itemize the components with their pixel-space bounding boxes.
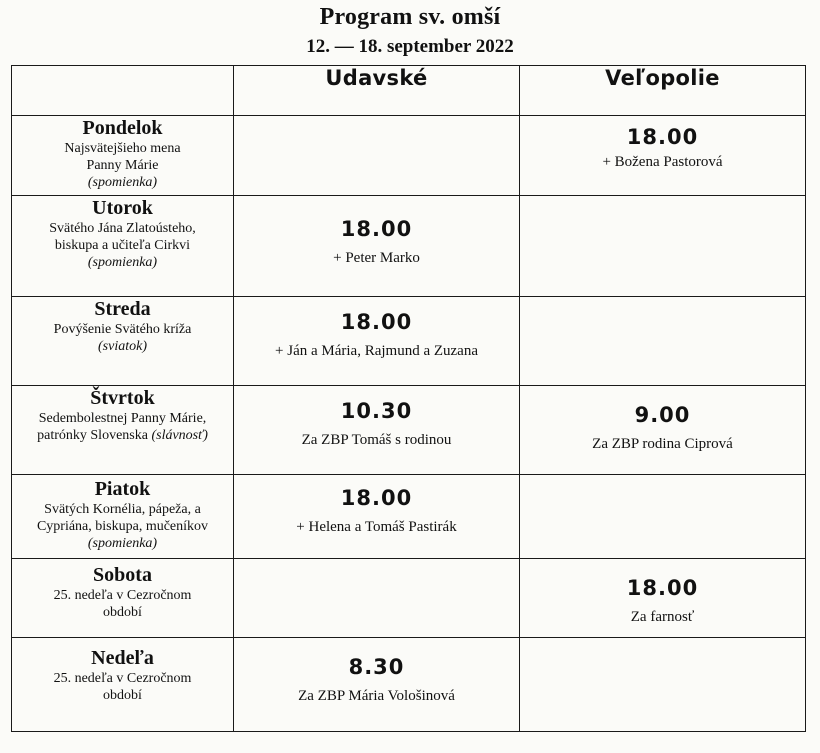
day-cell (12, 638, 234, 732)
feast-name: 25. nedeľa v Cezročnom období (53, 588, 192, 620)
day-cell (12, 196, 234, 297)
header-row (12, 66, 806, 116)
day-description (12, 501, 233, 552)
column-header-udavske: Udavské (234, 66, 520, 116)
feast-rank: (sviatok) (98, 339, 147, 354)
mass-intention: + Božena Pastorová (602, 154, 723, 170)
mass-cell-udavske (234, 116, 520, 196)
mass-cell-udavske (234, 475, 520, 559)
day-cell (12, 559, 234, 638)
mass-intention: + Peter Marko (333, 250, 420, 266)
mass-time: 9.00 (634, 403, 691, 427)
day-name: Sobota (93, 564, 152, 586)
mass-cell-udavske (234, 559, 520, 638)
table-row (12, 638, 806, 732)
mass-cell-udavske (234, 638, 520, 732)
day-name: Pondelok (82, 117, 163, 139)
mass-intention: Za ZBP Mária Vološinová (298, 688, 455, 704)
day-cell (12, 116, 234, 196)
mass-cell-velopolie (520, 196, 806, 297)
mass-time: 18.00 (626, 125, 699, 149)
mass-cell-udavske (234, 196, 520, 297)
mass-time: 18.00 (340, 310, 413, 334)
corner-cell (12, 66, 234, 116)
table-row (12, 386, 806, 475)
day-description (12, 321, 233, 355)
mass-time: 18.00 (340, 217, 413, 241)
day-name: Piatok (94, 478, 151, 500)
mass-cell-velopolie (520, 386, 806, 475)
mass-intention: Za farnosť (630, 609, 695, 625)
feast-name: Najsvätejšieho mena Panny Márie (64, 141, 181, 173)
mass-time: 8.30 (348, 655, 405, 679)
mass-intention: + Helena a Tomáš Pastirák (296, 519, 457, 535)
mass-time: 10.30 (340, 399, 413, 423)
day-description (12, 410, 233, 444)
page-title: Program sv. omší (319, 4, 501, 30)
mass-cell-udavske (234, 297, 520, 386)
mass-cell-velopolie (520, 475, 806, 559)
table-row (12, 297, 806, 386)
day-cell (12, 297, 234, 386)
table-row (12, 475, 806, 559)
feast-name: Svätého Jána Zlatoústeho, biskupa a učiteľa Cirkvi (49, 221, 196, 253)
table-row (12, 116, 806, 196)
table-row (12, 196, 806, 297)
day-name: Štvrtok (90, 387, 155, 409)
feast-rank: (spomienka) (87, 175, 158, 190)
column-header-velopolie: Veľopolie (520, 66, 806, 116)
mass-cell-velopolie (520, 559, 806, 638)
feast-name: Povýšenie Svätého kríža (53, 322, 192, 337)
day-name: Utorok (92, 197, 153, 219)
feast-rank: (spomienka) (87, 536, 158, 551)
mass-cell-udavske (234, 386, 520, 475)
mass-intention: Za ZBP Tomáš s rodinou (301, 432, 452, 448)
day-name: Nedeľa (91, 647, 154, 669)
day-cell (12, 386, 234, 475)
day-description (12, 587, 233, 621)
mass-time: 18.00 (626, 576, 699, 600)
mass-time: 18.00 (340, 486, 413, 510)
feast-rank: (spomienka) (87, 255, 158, 270)
mass-cell-velopolie (520, 297, 806, 386)
mass-intention: Za ZBP rodina Ciprová (592, 436, 733, 452)
table-row (12, 559, 806, 638)
mass-schedule-table (11, 65, 806, 732)
day-description (12, 670, 233, 704)
mass-intention: + Ján a Mária, Rajmund a Zuzana (275, 343, 478, 359)
feast-rank: (slávnosť) (151, 428, 208, 443)
feast-name: 25. nedeľa v Cezročnom období (53, 671, 192, 703)
day-name: Streda (94, 298, 151, 320)
day-description (12, 140, 233, 191)
date-range: 12. — 18. september 2022 (306, 36, 514, 57)
day-cell (12, 475, 234, 559)
feast-name: Sedembolestnej Panny Márie, patrónky Slovenska (37, 411, 207, 443)
day-description (12, 220, 233, 271)
feast-name: Svätých Kornélia, pápeža, a Cypriána, biskupa, mučeníkov (36, 502, 209, 534)
mass-cell-velopolie (520, 116, 806, 196)
mass-cell-velopolie (520, 638, 806, 732)
